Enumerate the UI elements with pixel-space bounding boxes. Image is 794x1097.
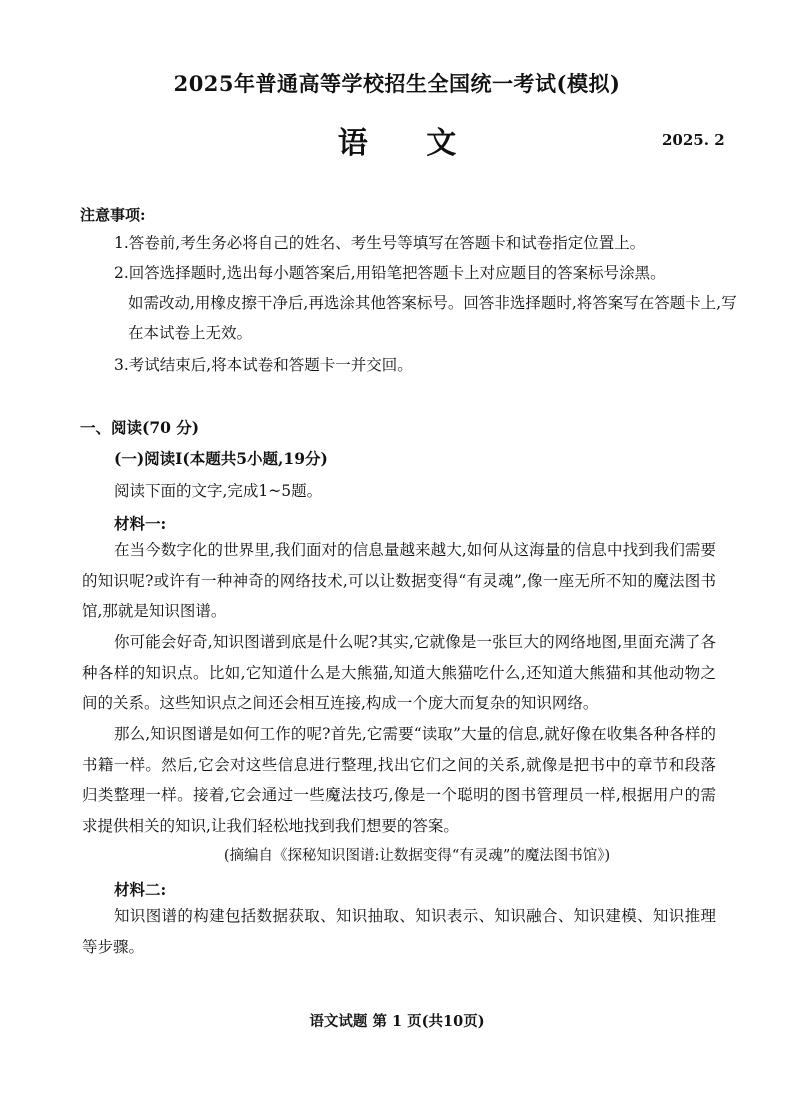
exam-title: 2025年普通高等学校招生全国统一考试(模拟) xyxy=(173,71,621,96)
material-1-source: (摘编自《探秘知识图谱:让数据变得“有灵魂”的魔法图书馆》) xyxy=(223,848,611,864)
material-2-paragraph-1: 知识图谱的构建包括数据获取、知识抽取、知识表示、知识融合、知识建模、知识推理等步骤。 xyxy=(82,907,716,956)
material-1-paragraph-3: 那么,知识图谱是如何工作的呢?首先,它需要“读取”大量的信息,就好像在收集各种各样的书籍一样。然后,它会对这些信息进行整理,找出它们之间的关系,就像是把书中的章节和段落归类整理一样。接着,它会通过一些魔法技巧,像是一个聪明的图书管理员一样,根据用户的需求提供相关的知识,让我们轻松地找到我们想要的答案。 xyxy=(82,725,716,835)
material-1-label: 材料一: xyxy=(114,514,167,533)
reading-instruction: 阅读下面的文字,完成1~5题。 xyxy=(114,482,323,500)
notice-item-3: 3.考试结束后,将本试卷和答题卡一并交回。 xyxy=(114,356,413,374)
subject-title: 语 文 xyxy=(337,126,481,161)
notice-heading: 注意事项: xyxy=(80,206,146,224)
material-1-paragraph-2: 你可能会好奇,知识图谱到底是什么呢?其实,它就像是一张巨大的网络地图,里面充满了各种各样的知识点。比如,它知道什么是大熊猫,知道大熊猫吃什么,还知道大熊猫和其他动物之间的关系。这些知识点之间还会相互连接,构成一个庞大而复杂的知识网络。 xyxy=(82,633,716,712)
section-heading: 一、阅读(70 分) xyxy=(80,418,200,437)
subsection-heading: (一)阅读Ⅰ(本题共5小题,19分) xyxy=(114,449,328,468)
page-footer: 语文试题 第 1 页(共10页) xyxy=(309,1013,485,1030)
notice-item-1: 1.答卷前,考生务必将自己的姓名、考生号等填写在答题卡和试卷指定位置上。 xyxy=(114,234,646,252)
exam-date: 2025. 2 xyxy=(662,131,725,149)
material-1-paragraph-1: 在当今数字化的世界里,我们面对的信息量越来越大,如何从这海量的信息中找到我们需要的知识呢?或许有一种神奇的网络技术,可以让数据变得“有灵魂”,像一座无所不知的魔法图书馆,那就是知识图谱。 xyxy=(82,541,716,620)
material-2-label: 材料二: xyxy=(114,880,167,899)
notice-item-2-continuation: 如需改动,用橡皮擦干净后,再选涂其他答案标号。回答非选择题时,将答案写在答题卡上,写在本试卷上无效。 xyxy=(128,294,737,342)
notice-item-2: 2.回答选择题时,选出每小题答案后,用铅笔把答题卡上对应题目的答案标号涂黑。 xyxy=(114,264,666,282)
